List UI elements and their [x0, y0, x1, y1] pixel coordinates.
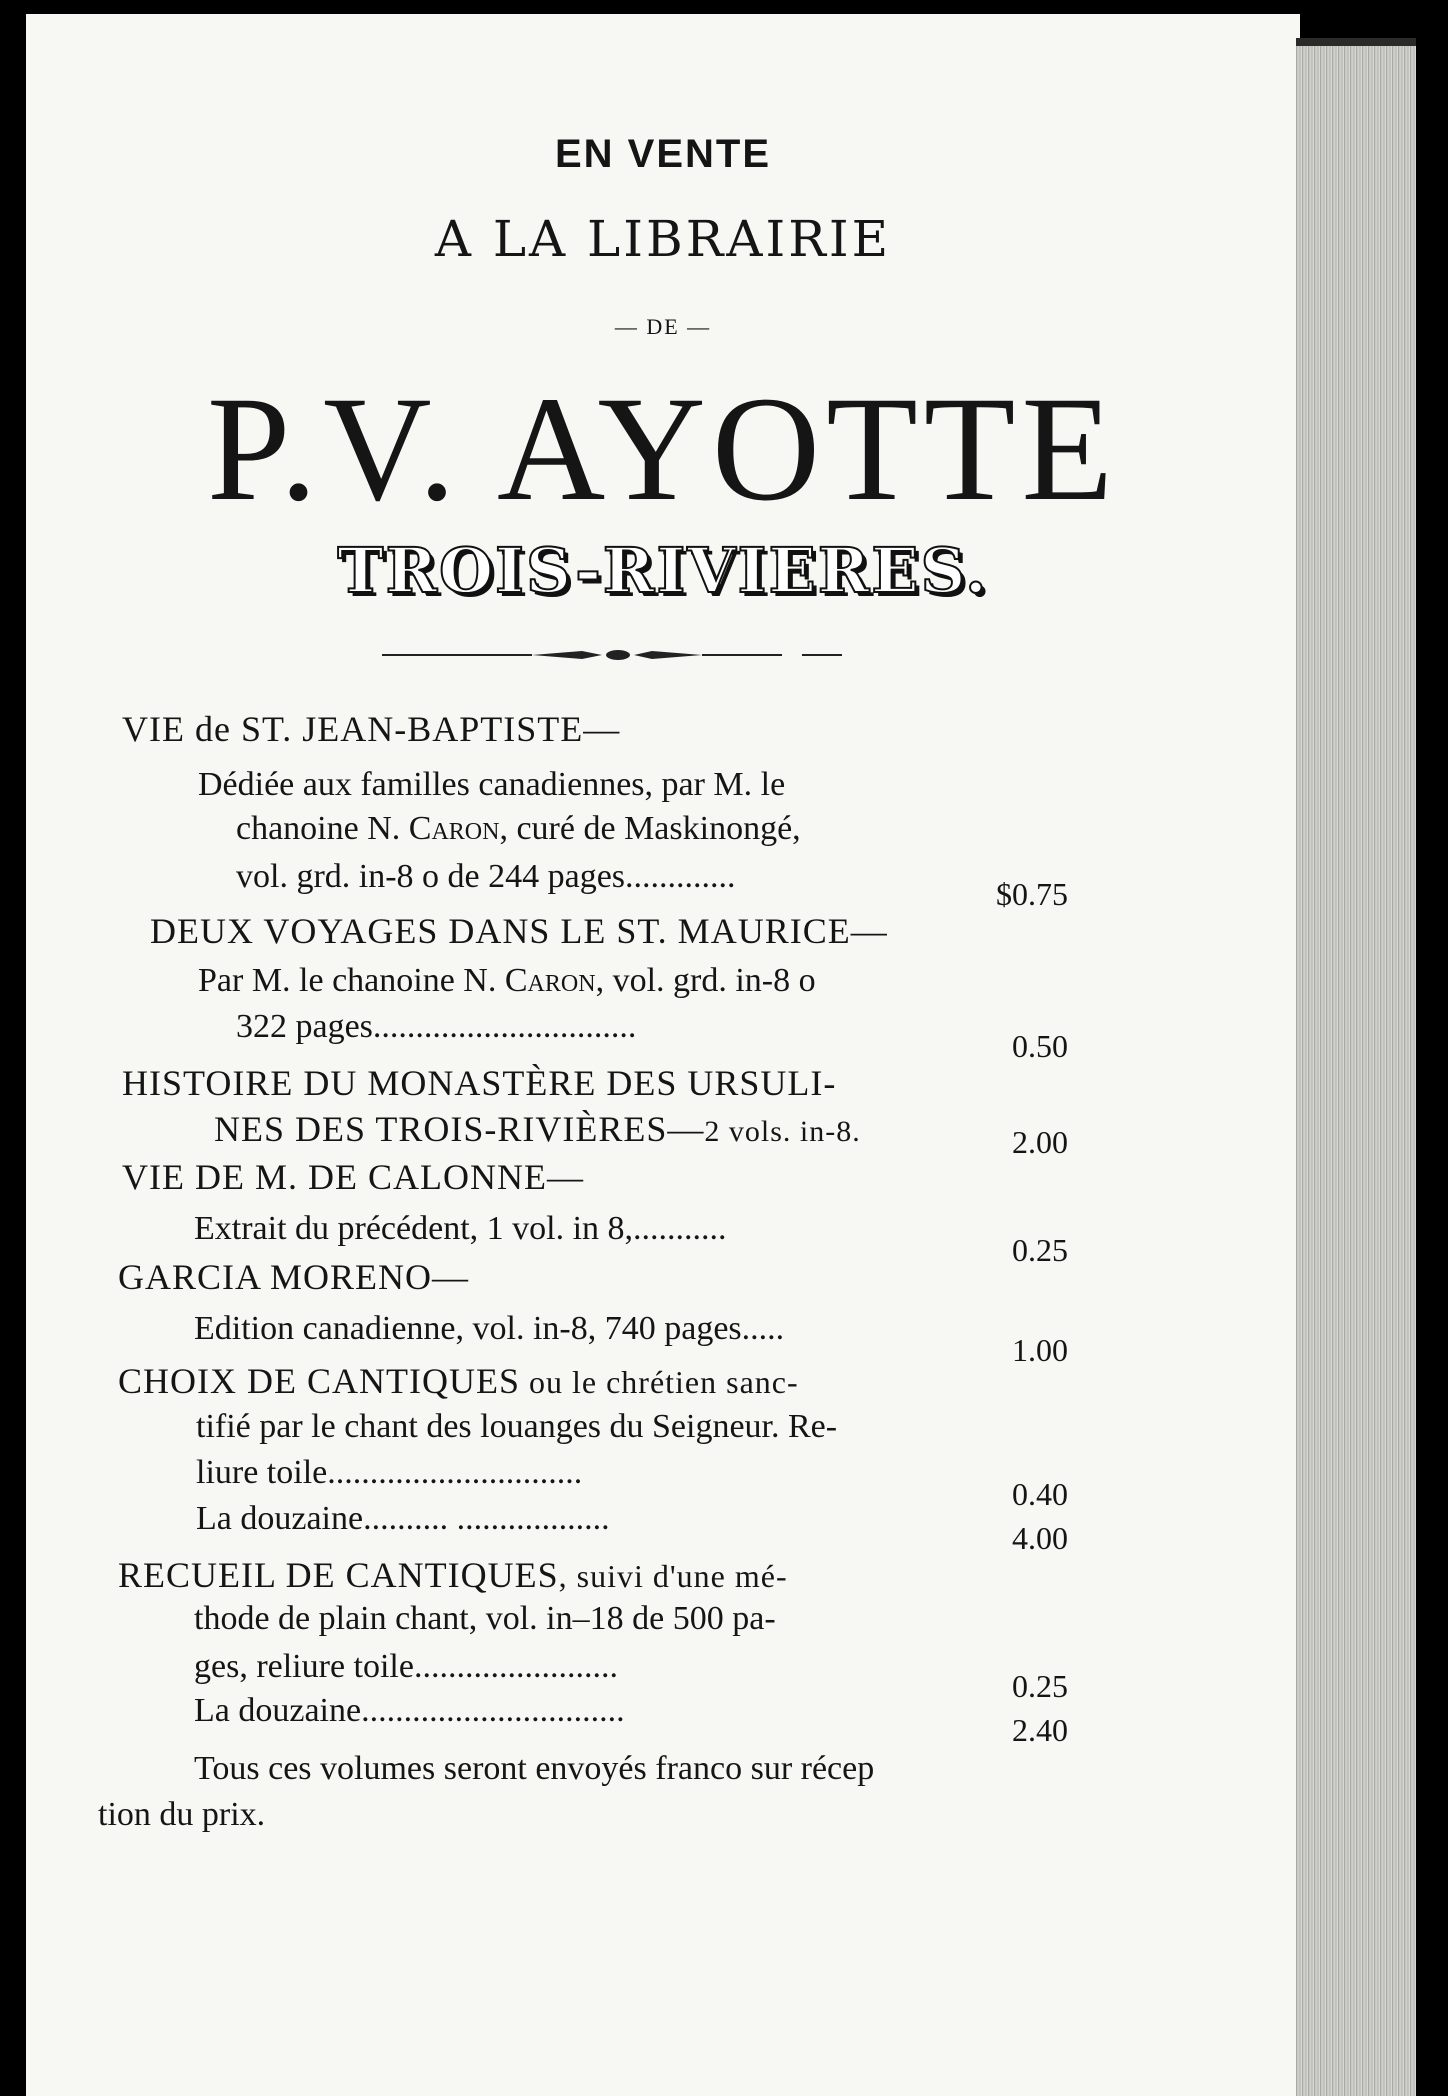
entry-line: Edition canadienne, vol. in-8, 740 pages.....	[194, 1310, 785, 1347]
a-la-librairie-heading: A LA LIBRAIRIE	[434, 210, 892, 268]
entry-line: Extrait du précédent, 1 vol. in 8,...........	[194, 1210, 727, 1247]
bookseller-name: P.V. AYOTTE	[206, 366, 1120, 532]
entry-line: ges, reliure toile........................	[194, 1648, 618, 1685]
entry-line: liure toile..............................	[196, 1454, 583, 1491]
price: 2.40	[1012, 1712, 1068, 1748]
price: $0.75	[996, 876, 1068, 912]
footer-note: Tous ces volumes seront envoyés franco sur récep	[194, 1750, 875, 1787]
entry-line: thode de plain chant, vol. in–18 de 500 pa-	[194, 1600, 776, 1637]
book-page	[26, 14, 1300, 2096]
entry-line: La douzaine...............................	[194, 1692, 625, 1729]
price: 0.50	[1012, 1028, 1068, 1064]
entry-title: RECUEIL DE CANTIQUES, suivi d'une mé-	[118, 1555, 788, 1595]
price: 0.40	[1012, 1476, 1068, 1512]
price: 2.00	[1012, 1124, 1068, 1160]
footer-note-continued: tion du prix.	[98, 1796, 266, 1833]
entry-line: chanoine N. Caron, curé de Maskinongé,	[236, 810, 801, 847]
entry-line: La douzaine.......... ..................	[196, 1500, 610, 1537]
price: 0.25	[1012, 1232, 1068, 1268]
book-page-edges	[1296, 46, 1416, 2096]
en-vente-heading: EN VENTE	[554, 132, 772, 176]
entry-line: Dédiée aux familles canadiennes, par M. le	[198, 766, 786, 803]
entry-title: VIE DE M. DE CALONNE—	[122, 1157, 584, 1197]
entry-line: Par M. le chanoine N. Caron, vol. grd. in-8 o	[198, 962, 816, 999]
entry-title: VIE de ST. JEAN-BAPTISTE—	[122, 709, 621, 749]
entry-line: 322 pages...............................	[236, 1008, 637, 1045]
entry-line: tifié par le chant des louanges du Seigneur. Re-	[196, 1408, 838, 1445]
price: 4.00	[1012, 1520, 1068, 1556]
entry-line: vol. grd. in-8 o de 244 pages.............	[236, 858, 736, 895]
entry-title: CHOIX DE CANTIQUES ou le chrétien sanc-	[118, 1361, 799, 1401]
entry-line: NES DES TROIS-RIVIÈRES—2 vols. in-8.	[214, 1109, 861, 1149]
price: 1.00	[1012, 1332, 1068, 1368]
entry-title: DEUX VOYAGES DANS LE ST. MAURICE—	[150, 911, 888, 951]
price: 0.25	[1012, 1668, 1068, 1704]
entry-title: GARCIA MORENO—	[118, 1257, 470, 1297]
city-heading: TROIS-RIVIERES.	[337, 534, 989, 607]
ornament-rule	[382, 642, 842, 668]
entry-title: HISTOIRE DU MONASTÈRE DES URSULI-	[122, 1063, 837, 1103]
de-separator: — DE —	[614, 314, 712, 339]
